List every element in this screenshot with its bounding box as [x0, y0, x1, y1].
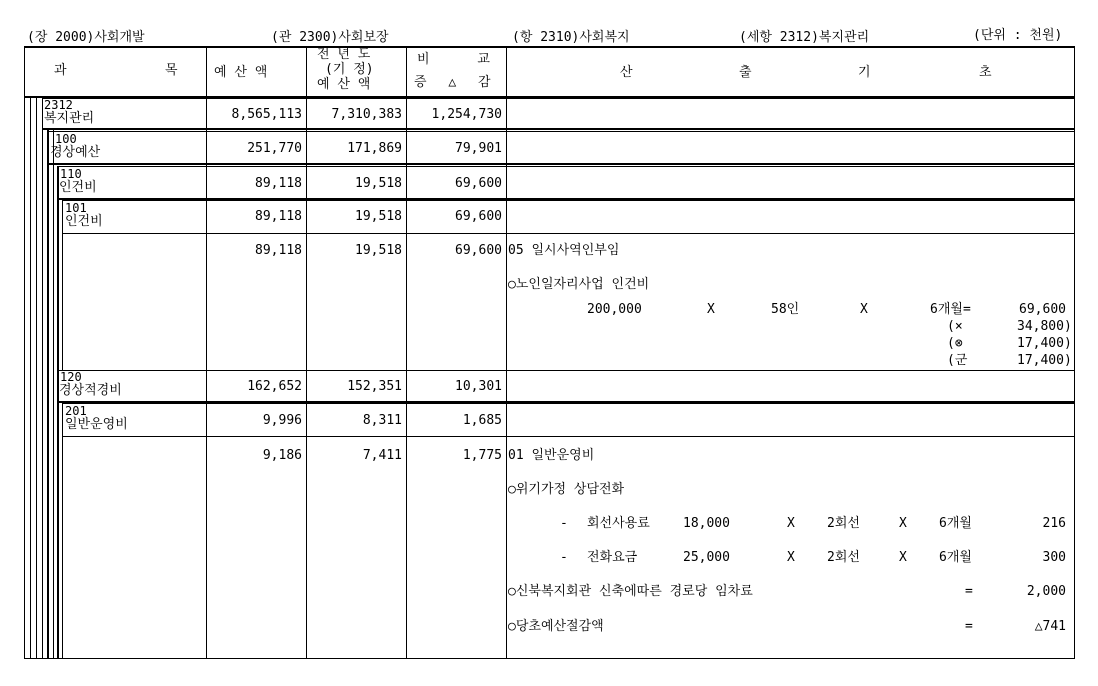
basis-b-title: 01 일반운영비: [508, 448, 595, 463]
row5-diff: 69,600: [455, 243, 502, 258]
tree-line-3: [42, 97, 43, 658]
col-sep-basis: [506, 46, 507, 658]
col-sep-prev: [306, 46, 307, 658]
col-basis-label-4: 초: [979, 65, 992, 80]
basis-b-line1-dash: -: [560, 516, 568, 531]
row1-code: 2312: [44, 98, 73, 112]
basis-a-total: 69,600: [1019, 302, 1066, 317]
row3-name: 인건비: [59, 180, 97, 195]
table-left-border: [24, 46, 25, 658]
basis-b-line1-total: 216: [1042, 516, 1066, 531]
col-prev-label-1: 전 년 도: [317, 47, 371, 62]
row1-name: 복지관리: [44, 111, 95, 126]
row-border-1-top: [42, 98, 1075, 99]
col-prev-label-3: 예 산 액: [317, 77, 371, 92]
row8-budget: 9,186: [262, 448, 302, 463]
tree-line-2: [36, 97, 37, 658]
col-sep-budget: [206, 46, 207, 658]
basis-b-item2-eq: =: [965, 584, 973, 599]
header-unit: (단위 : 천원): [973, 28, 1063, 43]
basis-b-line2-months: 6개월: [939, 550, 972, 565]
basis-b-line2-dash: -: [560, 550, 568, 565]
row-border-6-top: [57, 370, 1075, 371]
row2-code: 100: [55, 132, 77, 146]
row1-prev: 7,310,383: [331, 107, 402, 122]
col-subject-label-a: 과: [54, 63, 67, 78]
row7-diff: 1,685: [462, 413, 502, 428]
header-hang: (항 2310)사회복지: [512, 30, 630, 45]
basis-a-split3-value: 17,400): [1017, 353, 1072, 368]
col-sep-compare: [406, 46, 407, 658]
tree-line-4: [47, 130, 49, 658]
row8-diff: 1,775: [462, 448, 502, 463]
row1-budget: 8,565,113: [231, 107, 302, 122]
basis-b-line1-x2: X: [899, 516, 907, 531]
basis-b-item1: ○위기가정 상담전화: [508, 482, 625, 497]
basis-a-amount: 200,000: [587, 302, 642, 317]
row2-name: 경상예산: [50, 145, 101, 160]
basis-b-item2-total: 2,000: [1026, 584, 1066, 599]
row-border-7-top: [62, 403, 1075, 404]
basis-a-split2-label: (⊗: [947, 336, 963, 351]
col-basis-label-2: 출: [739, 65, 752, 80]
row4-name: 인건비: [65, 214, 103, 229]
row-border-4-top: [62, 200, 1075, 201]
row4-diff: 69,600: [455, 209, 502, 224]
row6-diff: 10,301: [455, 379, 502, 394]
basis-b-line2-amount: 25,000: [683, 550, 730, 565]
col-prev-label-2: (기 정): [325, 62, 374, 77]
row5-budget: 89,118: [255, 243, 302, 258]
basis-b-item3: ○당초예산절감액: [508, 619, 604, 634]
basis-b-line2-x2: X: [899, 550, 907, 565]
row8-prev: 7,411: [362, 448, 402, 463]
table-right-border: [1074, 46, 1075, 658]
tree-line-5: [53, 130, 54, 658]
row6-code: 120: [60, 370, 82, 384]
row7-prev: 8,311: [362, 413, 402, 428]
basis-a-split3-label: (군: [947, 353, 968, 368]
row2-diff: 79,901: [455, 141, 502, 156]
basis-b-line1-lines: 2회선: [827, 516, 860, 531]
basis-b-line2-x1: X: [787, 550, 795, 565]
basis-b-line1-amount: 18,000: [683, 516, 730, 531]
basis-b-line1-name: 회선사용료: [587, 516, 650, 531]
row-border-1-bottom: [42, 128, 1075, 130]
basis-b-line2-lines: 2회선: [827, 550, 860, 565]
basis-a-x2: X: [860, 302, 868, 317]
basis-b-item3-total: △741: [1034, 619, 1066, 634]
basis-b-line2-total: 300: [1042, 550, 1066, 565]
basis-b-line1-months: 6개월: [939, 516, 972, 531]
header-gwan: (관 2300)사회보장: [271, 30, 389, 45]
basis-a-months: 6개월=: [930, 302, 971, 317]
row6-prev: 152,351: [347, 379, 402, 394]
col-subject-label-b: 목: [165, 63, 178, 78]
row3-budget: 89,118: [255, 176, 302, 191]
basis-b-line2-name: 전화요금: [587, 550, 638, 565]
row-border-2-bottom: [47, 163, 1075, 165]
header-sehang: (세항 2312)복지관리: [739, 30, 870, 45]
row6-budget: 162,652: [247, 379, 302, 394]
row-border-3-top: [57, 166, 1075, 167]
basis-a-item: ○노인일자리사업 인건비: [508, 277, 650, 292]
col-compare-label-2: 증 △ 감: [414, 75, 491, 90]
table-top-border: [24, 46, 1075, 48]
row2-prev: 171,869: [347, 141, 402, 156]
basis-a-people: 58인: [771, 302, 800, 317]
basis-b-item2: ○신북복지회관 신축에따른 경로당 임차료: [508, 584, 753, 599]
row7-code: 201: [65, 404, 87, 418]
row2-budget: 251,770: [247, 141, 302, 156]
row3-diff: 69,600: [455, 176, 502, 191]
tree-line-1: [30, 97, 31, 658]
tree-line-6: [57, 166, 59, 658]
basis-a-title: 05 일시사역인부임: [508, 243, 620, 258]
row-border-4-bottom: [62, 233, 1075, 234]
row6-name: 경상적경비: [59, 383, 122, 398]
row5-prev: 19,518: [355, 243, 402, 258]
row1-diff: 1,254,730: [431, 107, 502, 122]
row3-code: 110: [60, 167, 82, 181]
row3-prev: 19,518: [355, 176, 402, 191]
table-bottom-border: [24, 658, 1075, 659]
basis-a-split2-value: 17,400): [1017, 336, 1072, 351]
col-basis-label-3: 기: [858, 65, 871, 80]
col-compare-label-1: 비 교: [417, 52, 490, 67]
basis-a-split1-label: (×: [947, 319, 963, 334]
row7-budget: 9,996: [262, 413, 302, 428]
row4-code: 101: [65, 201, 87, 215]
basis-b-line1-x1: X: [787, 516, 795, 531]
row-border-7-bottom: [62, 436, 1075, 437]
tree-line-8: [62, 403, 63, 658]
row-border-2-top: [47, 131, 1075, 132]
basis-a-x1: X: [707, 302, 715, 317]
row4-prev: 19,518: [355, 209, 402, 224]
col-basis-label-1: 산: [620, 65, 633, 80]
basis-a-split1-value: 34,800): [1017, 319, 1072, 334]
col-budget-label: 예 산 액: [214, 65, 268, 80]
tree-line-7: [62, 200, 63, 370]
header-jang: (장 2000)사회개발: [27, 30, 145, 45]
basis-b-item3-eq: =: [965, 619, 973, 634]
row7-name: 일반운영비: [65, 417, 128, 432]
row4-budget: 89,118: [255, 209, 302, 224]
